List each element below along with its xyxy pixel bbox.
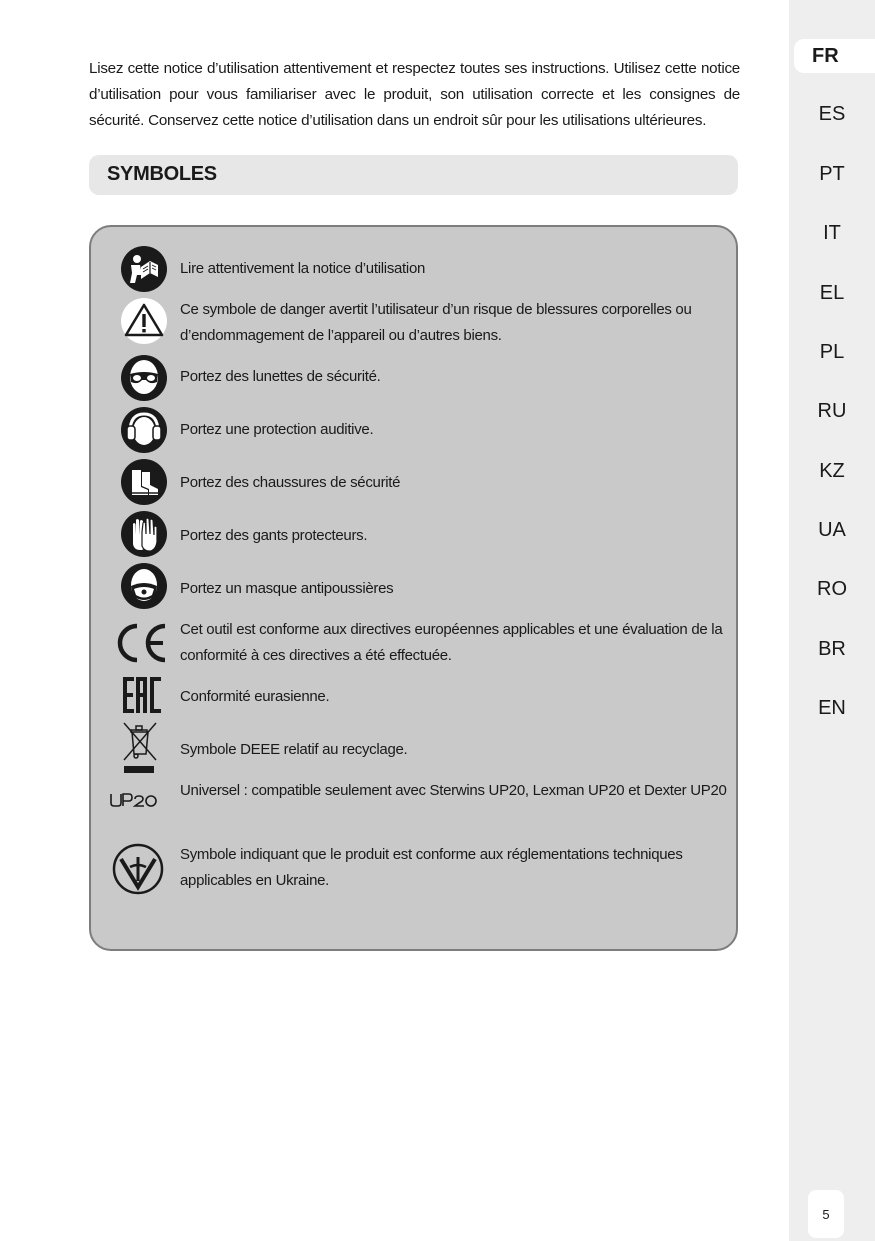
ear-protection-icon bbox=[120, 406, 168, 454]
lang-tab-kz[interactable]: KZ bbox=[819, 460, 845, 482]
intro-paragraph: Lisez cette notice d’utilisation attentivement et respectez toutes ses instructions. Utilisez cette notice d’utilisation pour vous familiariser avec le produit, son utilisation correcte et les consignes de sécurité. Conservez cette notice d’utilisation dans un endroit sûr pour les utilisations ultérieures. bbox=[89, 60, 740, 129]
lang-tab-pl[interactable]: PL bbox=[819, 341, 845, 363]
lang-tab-it[interactable]: IT bbox=[823, 222, 841, 244]
symbol-text-up20: Universel : compatible seulement avec Sterwins UP20, Lexman UP20 et Dexter UP20 bbox=[180, 782, 727, 799]
up20-logo-icon bbox=[109, 790, 159, 810]
lang-tab-ro[interactable]: RO bbox=[817, 578, 847, 600]
lang-tab-el[interactable]: EL bbox=[819, 282, 845, 304]
language-sidebar bbox=[789, 0, 875, 1241]
section-heading bbox=[89, 155, 738, 195]
page-number: 5 bbox=[822, 1207, 830, 1222]
page-number-box bbox=[808, 1190, 844, 1238]
lang-tab-en[interactable]: EN bbox=[818, 697, 846, 719]
ce-mark-icon bbox=[113, 622, 169, 664]
symbol-text-read-manual: Lire attentivement la notice d’utilisation bbox=[180, 260, 426, 277]
safety-glasses-icon bbox=[120, 354, 168, 402]
weee-bin-icon bbox=[120, 720, 160, 778]
gloves-icon bbox=[120, 510, 168, 558]
section-heading-text: SYMBOLES bbox=[107, 163, 217, 185]
safety-shoes-icon bbox=[120, 458, 168, 506]
symbol-text-glasses: Portez des lunettes de sécurité. bbox=[180, 368, 381, 385]
symbol-text-ce: Cet outil est conforme aux directives européennes applicables et une évaluation de la conformité à ces directives a été effectuée. bbox=[180, 621, 723, 664]
symbol-text-ear: Portez une protection auditive. bbox=[180, 421, 374, 438]
symbol-text-eac: Conformité eurasienne. bbox=[180, 688, 330, 705]
lang-tab-ua[interactable]: UA bbox=[818, 519, 846, 541]
symbol-text-ukraine: Symbole indiquant que le produit est conforme aux réglementations techniques applicables en Ukraine. bbox=[180, 846, 683, 889]
dust-mask-icon bbox=[120, 562, 168, 610]
lang-tab-fr[interactable]: FR bbox=[794, 39, 875, 73]
symbol-text-shoes: Portez des chaussures de sécurité bbox=[180, 474, 401, 491]
lang-tab-pt[interactable]: PT bbox=[819, 163, 845, 185]
symbol-text-mask: Portez un masque antipoussières bbox=[180, 580, 394, 597]
danger-warning-icon bbox=[120, 297, 168, 345]
read-manual-icon bbox=[120, 245, 168, 293]
lang-tab-es[interactable]: ES bbox=[818, 103, 846, 125]
ukraine-conformity-icon bbox=[112, 843, 164, 895]
lang-tab-ru[interactable]: RU bbox=[817, 400, 847, 422]
symbol-text-weee: Symbole DEEE relatif au recyclage. bbox=[180, 741, 408, 758]
symbol-text-gloves: Portez des gants protecteurs. bbox=[180, 527, 368, 544]
symbol-text-danger: Ce symbole de danger avertit l’utilisateur d’un risque de blessures corporelles ou d’endommagement de l’appareil ou d’autres biens. bbox=[180, 301, 692, 344]
eac-mark-icon bbox=[122, 676, 164, 714]
lang-tab-br[interactable]: BR bbox=[818, 638, 846, 660]
